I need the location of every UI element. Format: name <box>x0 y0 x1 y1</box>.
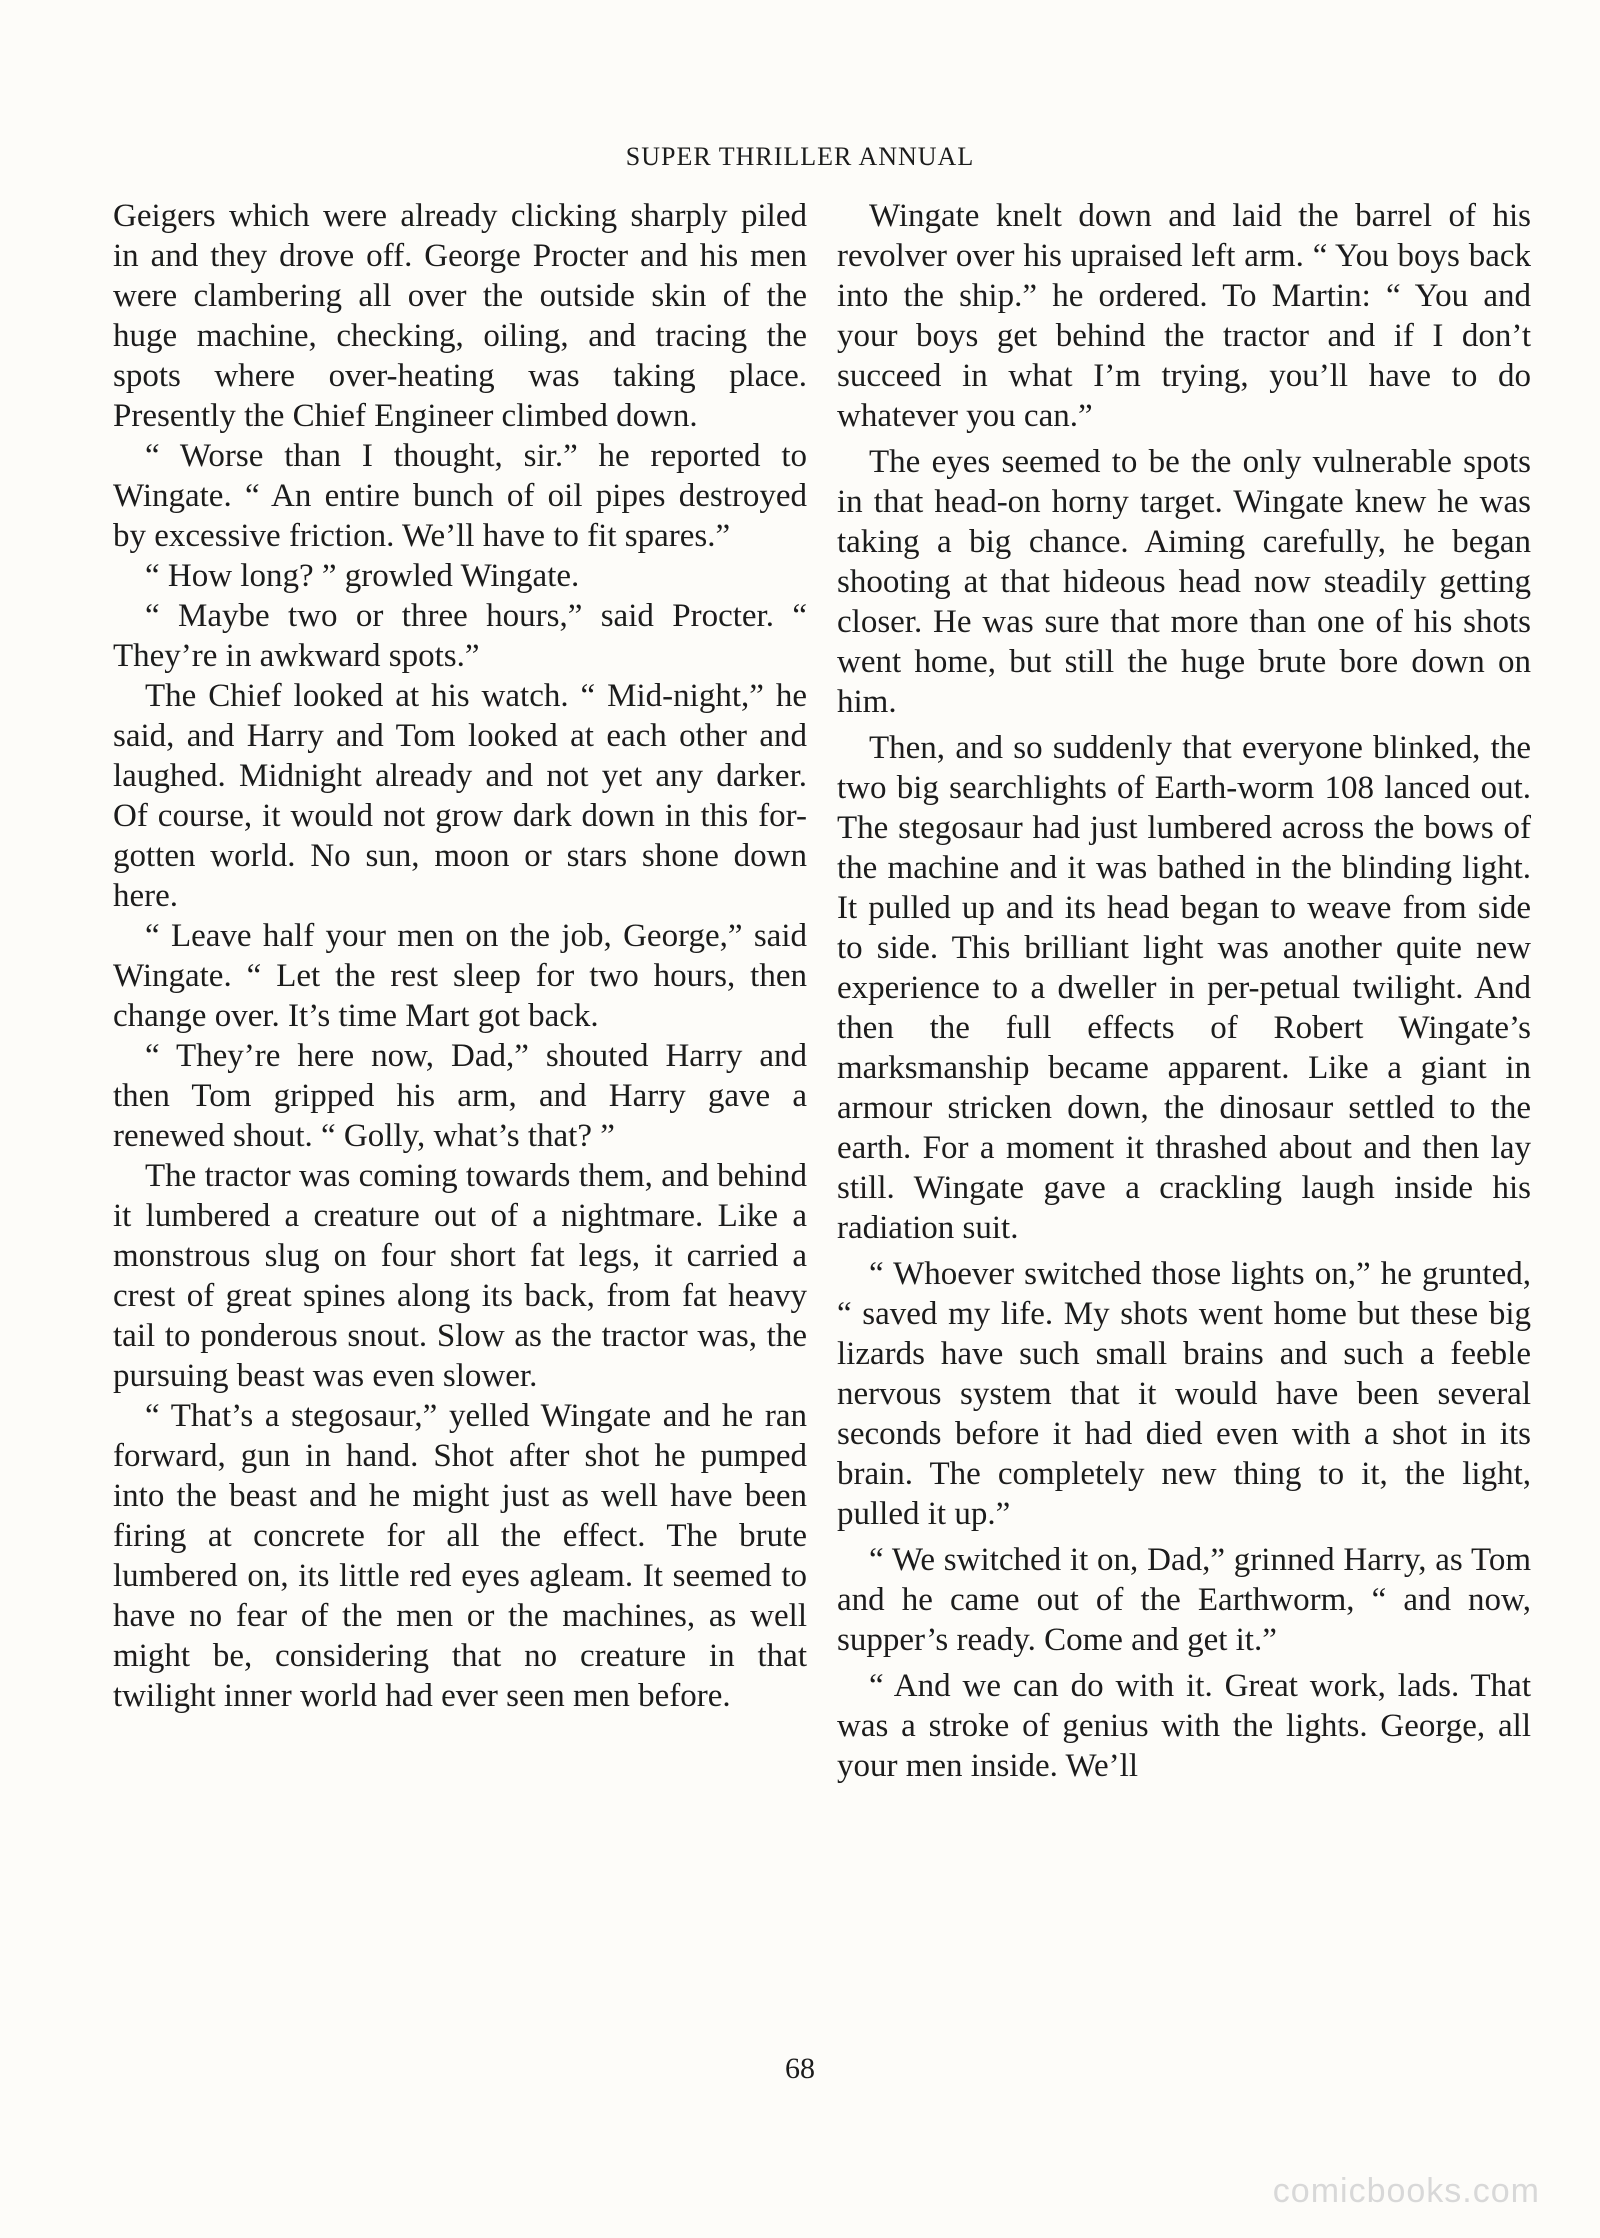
right-column <box>837 196 1531 1792</box>
paragraph: “ Worse than I thought, sir.” he reported to Wingate. “ An entire bunch of oil pipes destroyed by excessive friction. We’ll have to fit spares.” <box>113 438 807 554</box>
paragraph: Wingate knelt down and laid the barrel of his revolver over his upraised left arm. “ You boys back into the ship.” he ordered. To Martin: “ You and your boys get behind the tractor and if I don’t succeed in what I’m trying, you’ll have to do whatever you can.” <box>837 198 1531 434</box>
watermark: comicbooks.com <box>1272 2172 1540 2210</box>
paragraph: “ How long? ” growled Wingate. <box>145 558 580 594</box>
paragraph: “ They’re here now, Dad,” shouted Harry and then Tom gripped his arm, and Harry gave a renewed shout. “ Golly, what’s that? ” <box>113 1038 807 1154</box>
paragraph: The Chief looked at his watch. “ Mid-night,” he said, and Harry and Tom looked at each other and laughed. Midnight already and not yet any darker. Of course, it would not grow dark down in this for-gotten world. No sun, moon or stars shone down here. <box>113 678 807 914</box>
paragraph: “ That’s a stegosaur,” yelled Wingate and he ran forward, gun in hand. Shot after shot he pumped into the beast and he might just as well have been firing at concrete for all the effect. The brute lumbered on, its little red eyes agleam. It seemed to have no fear of the men or the machines, as well might be, considering that no creature in that twilight inner world had ever seen men before. <box>113 1398 807 1714</box>
running-head: SUPER THRILLER ANNUAL <box>625 142 975 171</box>
left-column <box>113 196 807 1716</box>
paragraph: Then, and so suddenly that everyone blinked, the two big searchlights of Earth-worm 108 lanced out. The stegosaur had just lumbered across the bows of the machine and it was bathed in the blinding light. It pulled up and its head began to weave from side to side. This brilliant light was another quite new experience to a dweller in per-petual twilight. And then the full effects of Robert Wingate’s marksmanship became apparent. Like a giant in armour stricken down, the dinosaur settled to the earth. For a moment it thrashed about and then lay still. Wingate gave a crackling laugh inside his radiation suit. <box>837 730 1531 1246</box>
paragraph: The tractor was coming towards them, and behind it lumbered a creature out of a nightmare. Like a monstrous slug on four short fat legs, it carried a crest of great spines along its back, from fat heavy tail to ponderous snout. Slow as the tractor was, the pursuing beast was even slower. <box>113 1158 807 1394</box>
paragraph: “ Leave half your men on the job, George,” said Wingate. “ Let the rest sleep for two hours, then change over. It’s time Mart got back. <box>113 918 807 1034</box>
paragraph: “ Maybe two or three hours,” said Procter. “ They’re in awkward spots.” <box>113 598 807 674</box>
page-number: 68 <box>785 2052 815 2085</box>
paragraph: Geigers which were already clicking sharply piled in and they drove off. George Procter and his men were clambering all over the outside skin of the huge machine, checking, oiling, and tracing the spots where over-heating was taking place. Presently the Chief Engineer climbed down. <box>113 198 807 434</box>
paragraph: “ And we can do with it. Great work, lads. That was a stroke of genius with the lights. George, all your men inside. We’ll <box>837 1668 1531 1784</box>
paragraph: The eyes seemed to be the only vulnerable spots in that head-on horny target. Wingate knew he was taking a big chance. Aiming carefully, he began shooting at that hideous head now steadily getting closer. He was sure that more than one of his shots went home, but still the huge brute bore down on him. <box>837 444 1531 720</box>
paragraph: “ We switched it on, Dad,” grinned Harry, as Tom and he came out of the Earthworm, “ and now, supper’s ready. Come and get it.” <box>837 1542 1531 1658</box>
paragraph: “ Whoever switched those lights on,” he grunted, “ saved my life. My shots went home but these big lizards have such small brains and such a feeble nervous system that it would have been several seconds before it had died even with a shot in its brain. The completely new thing to it, the light, pulled it up.” <box>837 1256 1531 1532</box>
